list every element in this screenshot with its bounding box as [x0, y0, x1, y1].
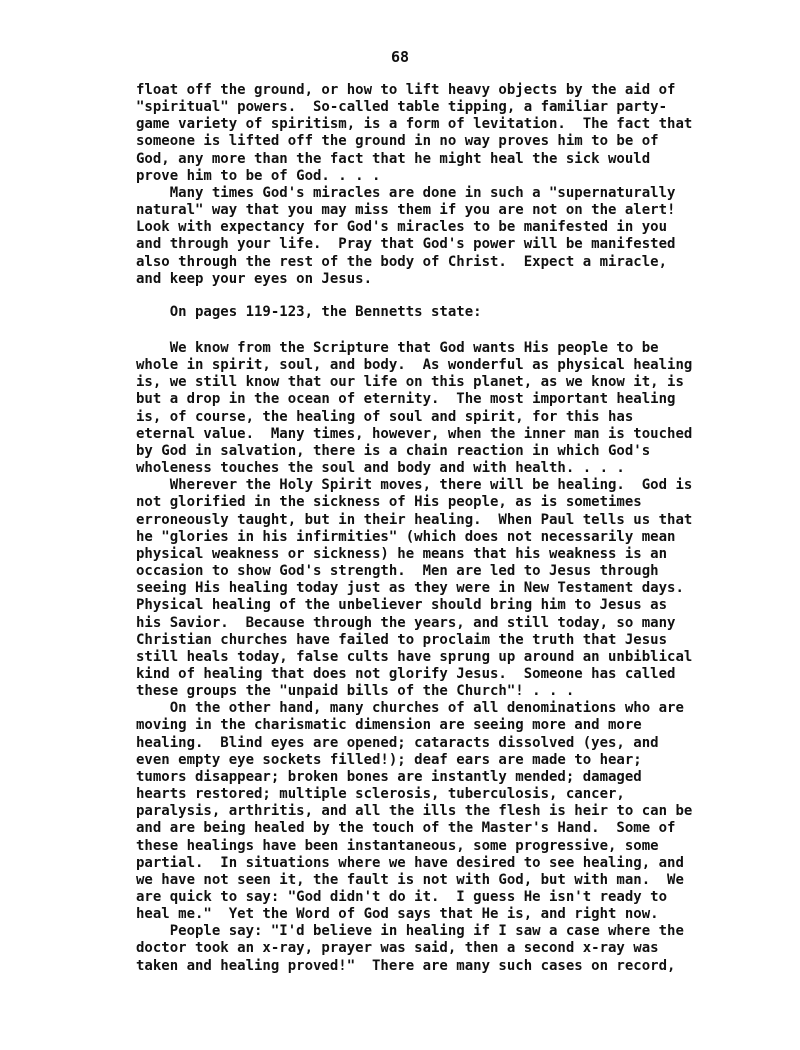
page-number: 68 [390, 48, 410, 66]
intro-line: On pages 119-123, the Bennetts state: [136, 304, 482, 320]
quote-continuation: float off the ground, or how to lift heavy objects by the aid of "spiritual" powers. So-called table tipping, a familiar party- game variety of spiritism, is a form of levitation. The fact that someone is lifted off the ground in no way proves him to be of God, any more than the fact that he might heal the sick would prove him to be of God. . . . Many times God's miracles are done in such a "supernaturally natural" way that you may miss them if you are not on the alert! Look with expectancy for God's miracles to be manifested in you and through your life. Pray that God's power will be manifested also through the rest of the body of Christ. Expect a miracle, and keep your eyes on Jesus. [136, 82, 693, 287]
bennetts-quote: We know from the Scripture that God wants His people to be whole in spirit, soul, and body. As wonderful as physical healing is, we still know that our life on this planet, as we know it, is but a drop in the ocean of eternity. The most important healing is, of course, the healing of soul and spirit, for this has eternal value. Many times, however, when the inner man is touched by God in salvation, there is a chain reaction in which God's wholeness touches the soul and body and with health. . . . Wherever the Holy Spirit moves, there will be healing. God is not glorified in the sickness of His people, as is sometimes erroneously taught, but in their healing. When Paul tells us that he "glories in his infirmities" (which does not necessarily mean physical weakness or sickness) he means that his weakness is an occasion to show God's strength. Men are led to Jesus through seeing His healing today just as they were in New Testament days. Physical healing of the unbeliever should bring him to Jesus as his Savior. Because through the years, and still today, so many Christian churches have failed to proclaim the truth that Jesus still heals today, false cults have sprung up around an unbiblical kind of healing that does not glorify Jesus. Someone has called these groups the "unpaid bills of the Church"! . . . On the other hand, many churches of all denominations who are moving in the charismatic dimension are seeing more and more healing. Blind eyes are opened; cataracts dissolved (yes, and even empty eye sockets filled!); deaf ears are made to hear; tumors disappear; broken bones are instantly mended; damaged hearts restored; multiple sclerosis, tuberculosis, cancer, paralysis, arthritis, and all the ills the flesh is heir to can be and are being healed by the touch of the Master's Hand. Some of these healings have been instantaneous, some progressive, some partial. In situations where we have desired to see healing, and we have not seen it, the fault is not with God, but with man. We are quick to say: "God didn't do it. I guess He isn't ready to heal me." Yet the Word of God says that He is, and right now. People say: "I'd believe in healing if I saw a case where the doctor took an x-ray, prayer was said, then a second x-ray was taken and healing proved!" There are many such cases on record, [136, 340, 693, 974]
